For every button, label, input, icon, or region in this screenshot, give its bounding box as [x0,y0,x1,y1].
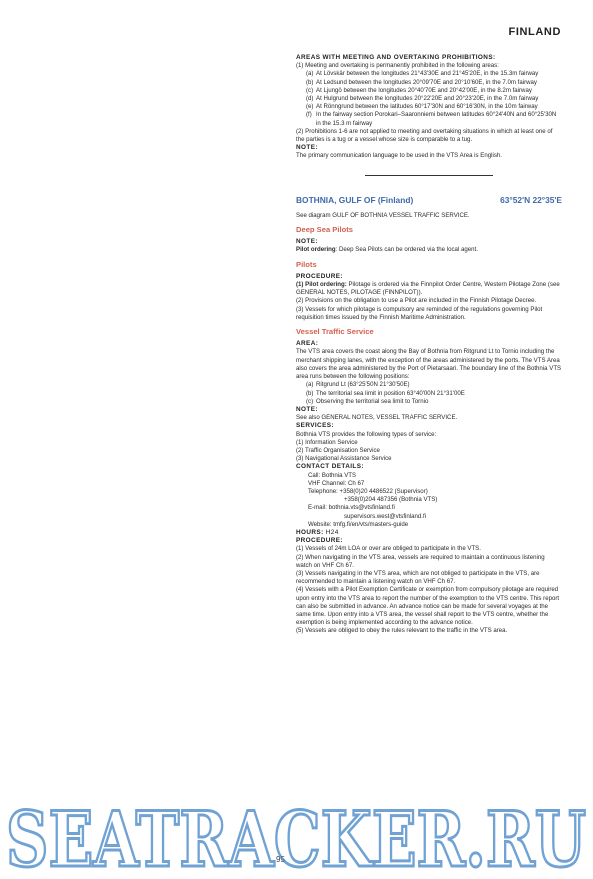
contact-telephone: Telephone: +358(0)20 4486522 (Supervisor) [308,487,428,495]
contact-email-2: supervisors.west@vtsfinland.fi [344,512,427,520]
list-item: (c) At Ljungö between the longitudes 20°40'70E and 20°42'00E, in the 8.2m fairway [306,86,532,94]
pilots-procedure-label: PROCEDURE: [296,272,343,280]
vts-services-label: SERVICES: [296,422,334,430]
vts-services-intro: Bothnia VTS provides the following types of service: [296,430,437,438]
vts-procedure-3: (3) Vessels navigating in the VTS area, which are not obliged to participate in the VTS, are recommended to maintain a listening watch on VHF Ch 67. [296,569,540,586]
list-item: (e) At Rönngrund between the latitudes 60°17'30N and 60°16'30N, in the 10m fairway [306,103,538,111]
list-item: (a) Ritgrund Lt (63°25'50N 21°30'50E) [306,381,410,389]
see-diagram-text: See diagram GULF OF BOTHNIA VESSEL TRAFFIC SERVICE. [296,211,470,219]
deep-sea-note-label: NOTE: [296,238,318,246]
section-position: 63°52'N 22°35'E [500,194,562,205]
list-item: (b) At Ledsund between the longitudes 20°09'70E and 20°10'60E, in the 7.0m fairway [306,78,537,86]
deep-sea-note-text: Pilot ordering: Deep Sea Pilots can be ordered via the local agent. [296,246,478,254]
pilots-procedure-1: (1) Pilot ordering: Pilotage is ordered via the Finnpilot Order Centre, Western Pilotage Zone (see GENERAL NOTES, PILOTAGE (FINNPILOT)). [296,281,560,297]
contact-website: Website: tmfg.fi/en/vts/masters-guide [308,520,409,528]
svg-text:SEATRACKER.RU: SEATRACKER.RU [6,795,586,879]
subheading-vessel-traffic-service: Vessel Traffic Service [296,327,374,337]
list-item: (2) Traffic Organisation Service [296,446,380,454]
overtaking-list [296,70,562,127]
contact-vhf: VHF Channel: Ch 67 [308,479,365,487]
list-item: (f) In the fairway section Porokari–Saaronniemi between latitudes 60°24'40N and 60°25'30N in the 15.3 m fairway [306,111,557,127]
watermark-logo [0,786,593,879]
vts-procedure-4: (4) Vessels with a Pilot Exemption Certificate or exemption from compulsory pilotage are required upon entry into the VTS area to report the number of the exemption to the VTS centre. This report can also be submitted in advance. An advance notice can be made for several voyages at the same time. Upon entry into a VTS area, the vessel shall report to the VTS centre, whether the exemption is being implemented according to the advance notice. [296,586,560,627]
contact-call: Call: Bothnia VTS [308,471,357,479]
contact-email: E-mail: bothnia.vts@vtsfinland.fi [308,504,395,512]
pilots-procedure-3: (3) Vessels for which pilotage is compulsory are reminded of the regulations governing Pilot requisition times issued by the Finnish Maritime Administration. [296,305,543,321]
list-item: (d) At Hulgrund between the longitudes 20°22'20E and 20°23'20E, in the 7.0m fairway [306,95,539,103]
vts-area-text: The VTS area covers the coast along the Bay of Bothnia from Ritgrund Lt to Tornio including the merchant shipping lanes, with the exception of the areas administered by the ports. The VTS Area also covers the area administered by the Port of Pietarsaari. The boundary line of the Bothnia VTS area runs between the following positions: [296,348,562,381]
section-title: BOTHNIA, GULF OF (Finland) [296,194,414,205]
vts-procedure-label: PROCEDURE: [296,537,343,545]
vts-note-text: See also GENERAL NOTES, VESSEL TRAFFIC SERVICE. [296,414,458,422]
list-item: (c) Observing the territorial sea limit to Tornio [306,397,429,405]
list-item: (3) Navigational Assistance Service [296,455,392,463]
vts-area-label: AREA: [296,340,319,348]
overtaking-note-text: The primary communication language to be used in the VTS Area is English. [296,152,502,160]
list-item: (1) Information Service [296,438,358,446]
section-heading-bothnia [296,196,562,204]
subheading-deep-sea-pilots: Deep Sea Pilots [296,225,353,235]
vts-note-label: NOTE: [296,405,318,413]
vts-procedure-2: (2) When navigating in the VTS area, vessels are required to maintain a continuous listening watch on VHF Ch 67. [296,553,545,569]
overtaking-note-2: (2) Prohibitions 1-6 are not applied to meeting and overtaking situations in which at least one of the parties is a tug or a vessel whose size is comparable to a tug. [296,127,553,144]
section-divider [365,175,493,176]
vts-procedure-5: (5) Vessels are obliged to obey the rules relevant to the traffic in the VTS area. [296,627,508,635]
vts-procedure-1: (1) Vessels of 24m LOA or over are obliged to participate in the VTS. [296,545,481,553]
overtaking-note-label: NOTE: [296,144,318,152]
vts-hours: HOURS: H24 [296,528,339,536]
pilots-procedure-2: (2) Provisions on the obligation to use a Pilot are included in the Finnish Pilotage Decree. [296,297,537,305]
subheading-pilots: Pilots [296,259,317,269]
page-header-country: FINLAND [508,26,561,38]
overtaking-label: AREAS WITH MEETING AND OVERTAKING PROHIBITIONS: [296,54,496,61]
contact-telephone-2: +358(0)204 487356 (Bothnia VTS) [344,496,438,504]
list-item: (b) The territorial sea limit in position 63°40'00N 21°31'00E [306,389,465,397]
vts-contact-label: CONTACT DETAILS: [296,463,364,471]
list-item: (a) At Lövskär between the longitudes 21°43'30E and 21°45'20E, in the 15.3m fairway [306,70,539,78]
overtaking-intro: (1) Meeting and overtaking is permanently prohibited in the following areas: [296,62,499,70]
document-body [296,54,562,636]
page-number: 95 [276,855,285,864]
